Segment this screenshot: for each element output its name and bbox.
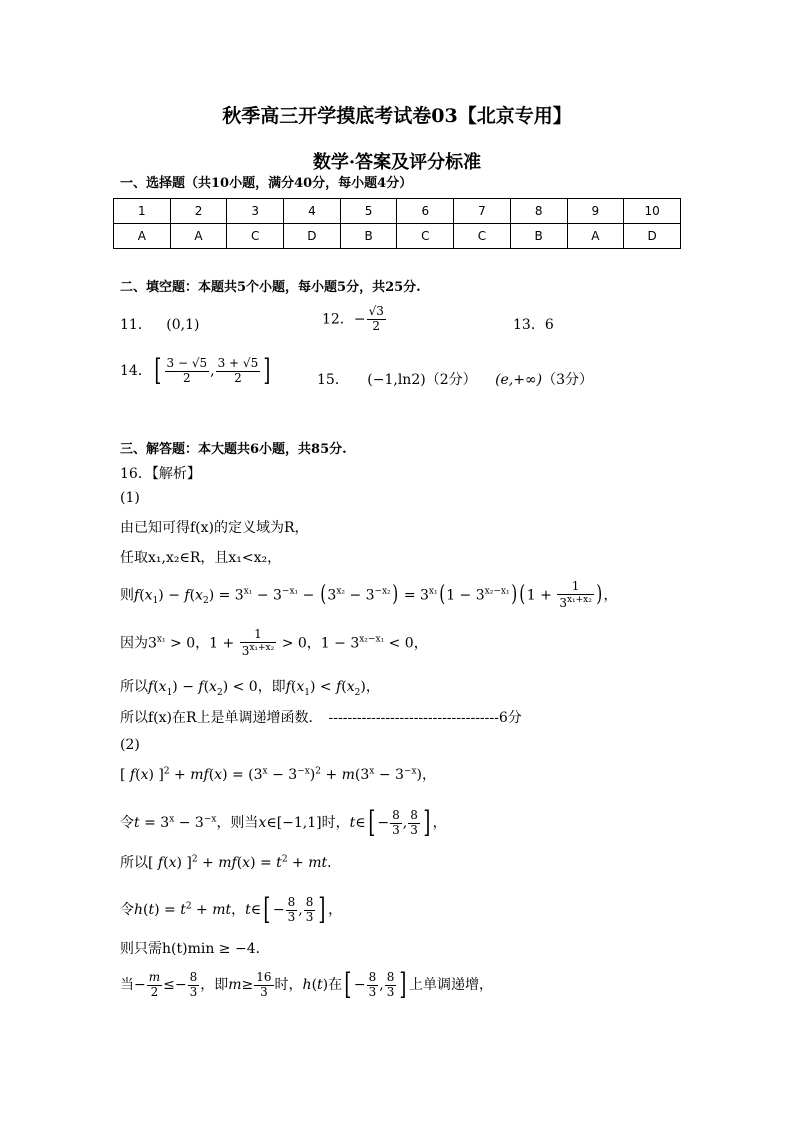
- answer-11-value: (0,1): [166, 317, 200, 333]
- q16-title: 16．【解析】: [120, 466, 201, 482]
- answer-14: 14．[ $\frac{3 - √5}{2}$ , $\frac{3 + √5}{2}$ ]: [120, 353, 271, 388]
- section1-heading: 一、选择题（共10小题，满分40分，每小题4分）: [120, 176, 413, 191]
- section2-heading: 二、填空题：本题共5个小题，每小题5分，共25分.: [120, 280, 421, 295]
- answer-15: [317, 369, 593, 389]
- line-therefore: 所以$f(x_1) - f(x_2) < 0$，即$f(x_1) < f(x_2)$，: [120, 679, 380, 698]
- answer-11-label: 11．: [120, 317, 152, 333]
- question-number: 2: [170, 199, 227, 224]
- line-square-expression: [ f(x) ]$^2 + mf(x) = (3^x - 3^{-x})^2 + m(3^x - 3^{-x})$，: [120, 766, 437, 783]
- line-difference-expression: 则$f(x_1) - f(x_2) = 3^{x_1} - 3^{-x_1} - (3^{x_2} - 3^{-x_2}) = 3^{x_1}(1 - 3^{x_2-x_1}) (1$ + $\frac{1}{3^{x_1+x_2}}$ )，: [120, 579, 618, 610]
- answer-12-fraction: $\frac{√3}{2}$: [368, 304, 384, 333]
- answer-cell: C: [454, 224, 511, 249]
- answer-cell: D: [624, 224, 681, 249]
- answer-cell: D: [284, 224, 341, 249]
- question-number: 4: [284, 199, 341, 224]
- question-number-row: [114, 199, 681, 224]
- line-let-h: 令$h(t) = t^2$ + mt，t∈[ − $\frac{8}{3}$ , $\frac{8}{3}$ ] ，: [120, 892, 343, 927]
- answer-cell: A: [567, 224, 624, 249]
- answer-15-part-a-score: （2分）: [425, 372, 477, 388]
- answer-14-label: 14．: [120, 363, 152, 379]
- answer-13: 13．6: [513, 317, 554, 333]
- line-take-x1-x2: 任取x₁,x₂∈R，且x₁<x₂，: [120, 550, 282, 566]
- line-because: 因为$3^{x_1} > 0$，1 + $\frac{1}{3^{x_1+x_2}}$ > 0，$1 - 3^{x_2-x_1} < 0$，: [120, 627, 428, 658]
- answer-15-part-b-score: （3分）: [542, 372, 594, 388]
- part-2-label: (2): [120, 737, 140, 753]
- answer-15-part-a: (−1,ln2): [367, 372, 426, 388]
- answer-15-part-b: (e,+∞): [495, 372, 543, 388]
- line-monotonic: 所以f(x)在R上是单调递增函数． ------------------------------------6分: [120, 710, 522, 726]
- answer-12-label: 12．: [322, 311, 354, 328]
- answer-cell: C: [397, 224, 454, 249]
- answer-15-label: 15．: [317, 372, 349, 388]
- line-when-case: 当− $\frac{m}{2}$ ≤− $\frac{8}{3}$ ，即m≥ $\frac{16}{3}$ 时，h(t)在[ − $\frac{8}{3}$ , $\frac{8}{3}$ ] 上单调递增，: [120, 967, 494, 1002]
- answer-cell: C: [227, 224, 284, 249]
- answer-cell: B: [510, 224, 567, 249]
- question-number: 5: [340, 199, 397, 224]
- answer-cell: A: [170, 224, 227, 249]
- question-number: 3: [227, 199, 284, 224]
- answer-11: [120, 314, 199, 334]
- answer-12: 12．− $\frac{√3}{2}$: [322, 304, 384, 333]
- line-need-min: 则只需h(t)min ≥ −4．: [120, 941, 270, 957]
- question-number: 9: [567, 199, 624, 224]
- answer-subtitle: 数学·答案及评分标准: [312, 152, 482, 173]
- question-number: 6: [397, 199, 454, 224]
- question-number: 7: [454, 199, 511, 224]
- exam-title: 秋季高三开学摸底考试卷03【北京专用】: [222, 105, 572, 127]
- line-let-t: 令$t = 3^x - 3^{-x}$，则当x∈[−1,1]时，t∈[ − $\frac{8}{3}$ , $\frac{8}{3}$ ] ，: [120, 805, 447, 840]
- section3-heading: 三、解答题：本大题共6小题，共85分.: [120, 442, 347, 457]
- part-1-label: (1): [120, 490, 140, 506]
- question-number: 1: [114, 199, 171, 224]
- line-so-square: 所以[ f(x) ]$^2 + mf(x) = t^2$ + mt．: [120, 854, 342, 871]
- question-number: 10: [624, 199, 681, 224]
- answer-cell: A: [114, 224, 171, 249]
- answer-row: [114, 224, 681, 249]
- score-marker: ------------------------------------6分: [328, 710, 522, 726]
- answer-cell: B: [340, 224, 397, 249]
- line-domain: 由已知可得f(x)的定义域为R，: [120, 520, 309, 536]
- answer-table: [113, 198, 681, 249]
- question-number: 8: [510, 199, 567, 224]
